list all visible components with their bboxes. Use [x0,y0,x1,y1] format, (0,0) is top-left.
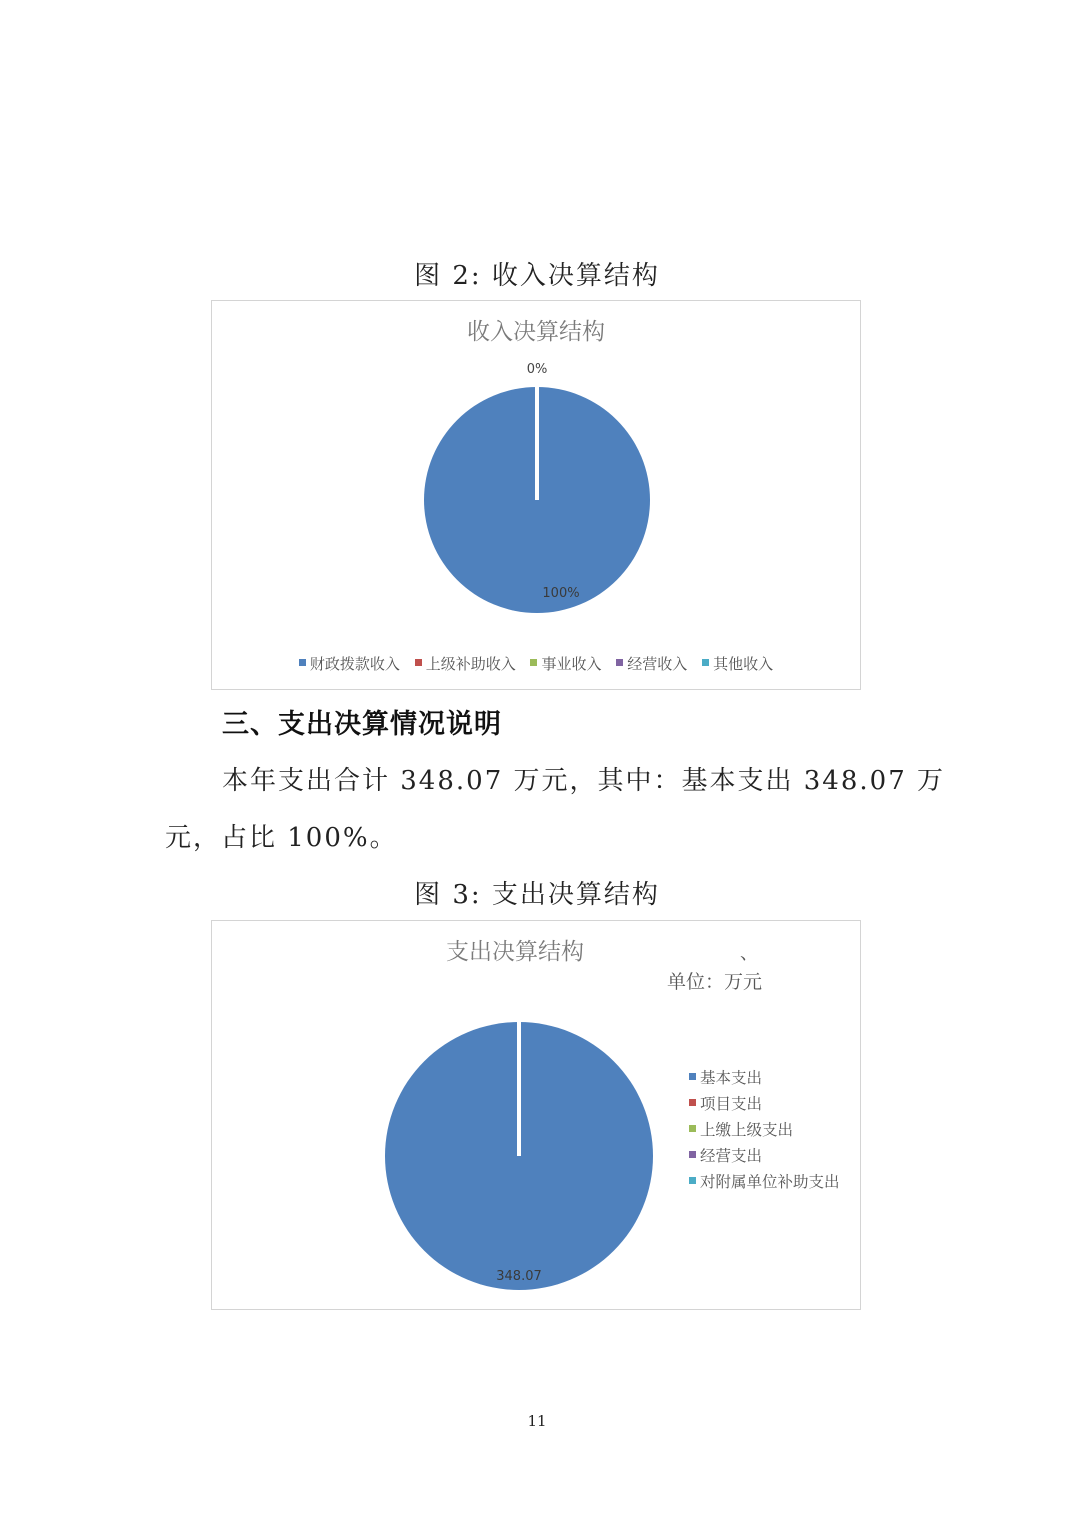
chart-title: 收入决算结构 [467,319,605,345]
legend-item [616,653,687,674]
legend-label: 经营支出 [700,1147,763,1165]
legend-item [689,1169,840,1195]
legend-item [689,1117,840,1143]
page-number: 11 [527,1412,547,1430]
legend-label: 经营收入 [627,655,688,673]
data-label-top: 0% [526,362,548,377]
section-heading: 三、支出决算情况说明 [222,709,502,740]
data-label-main: 348.07 [496,1269,542,1284]
legend-item [689,1091,840,1117]
legend-label: 事业收入 [541,655,602,673]
legend-item [689,1065,840,1091]
legend-label: 对附属单位补助支出 [700,1173,840,1191]
expense-legend [689,1065,840,1195]
legend-label: 项目支出 [700,1095,763,1113]
figure-2-caption: 图 2: 收入决算结构 [414,261,660,291]
chart-title: 支出决算结构 [446,939,584,965]
income-pie-chart [211,300,861,690]
legend-item [702,653,773,674]
legend-label: 上缴上级支出 [700,1121,794,1139]
legend-item [299,653,400,674]
legend-label: 其他收入 [713,655,774,673]
paragraph-line-2: 元，占比 100%。 [165,823,398,853]
data-label-main: 100% [542,586,580,601]
legend-label: 上级补助收入 [425,655,516,673]
unit-label: 单位：万元 [667,971,763,993]
legend-item [689,1143,840,1169]
income-legend [212,653,860,674]
stray-mark: 、 [740,943,758,964]
expense-pie-chart [211,920,861,1310]
figure-3-caption: 图 3: 支出决算结构 [414,880,660,910]
legend-label: 基本支出 [700,1069,763,1087]
paragraph-line-1: 本年支出合计 348.07 万元，其中：基本支出 348.07 万 [222,766,946,796]
legend-label: 财政拨款收入 [309,655,400,673]
legend-item [415,653,516,674]
income-pie-svg [212,301,862,691]
legend-item [530,653,601,674]
